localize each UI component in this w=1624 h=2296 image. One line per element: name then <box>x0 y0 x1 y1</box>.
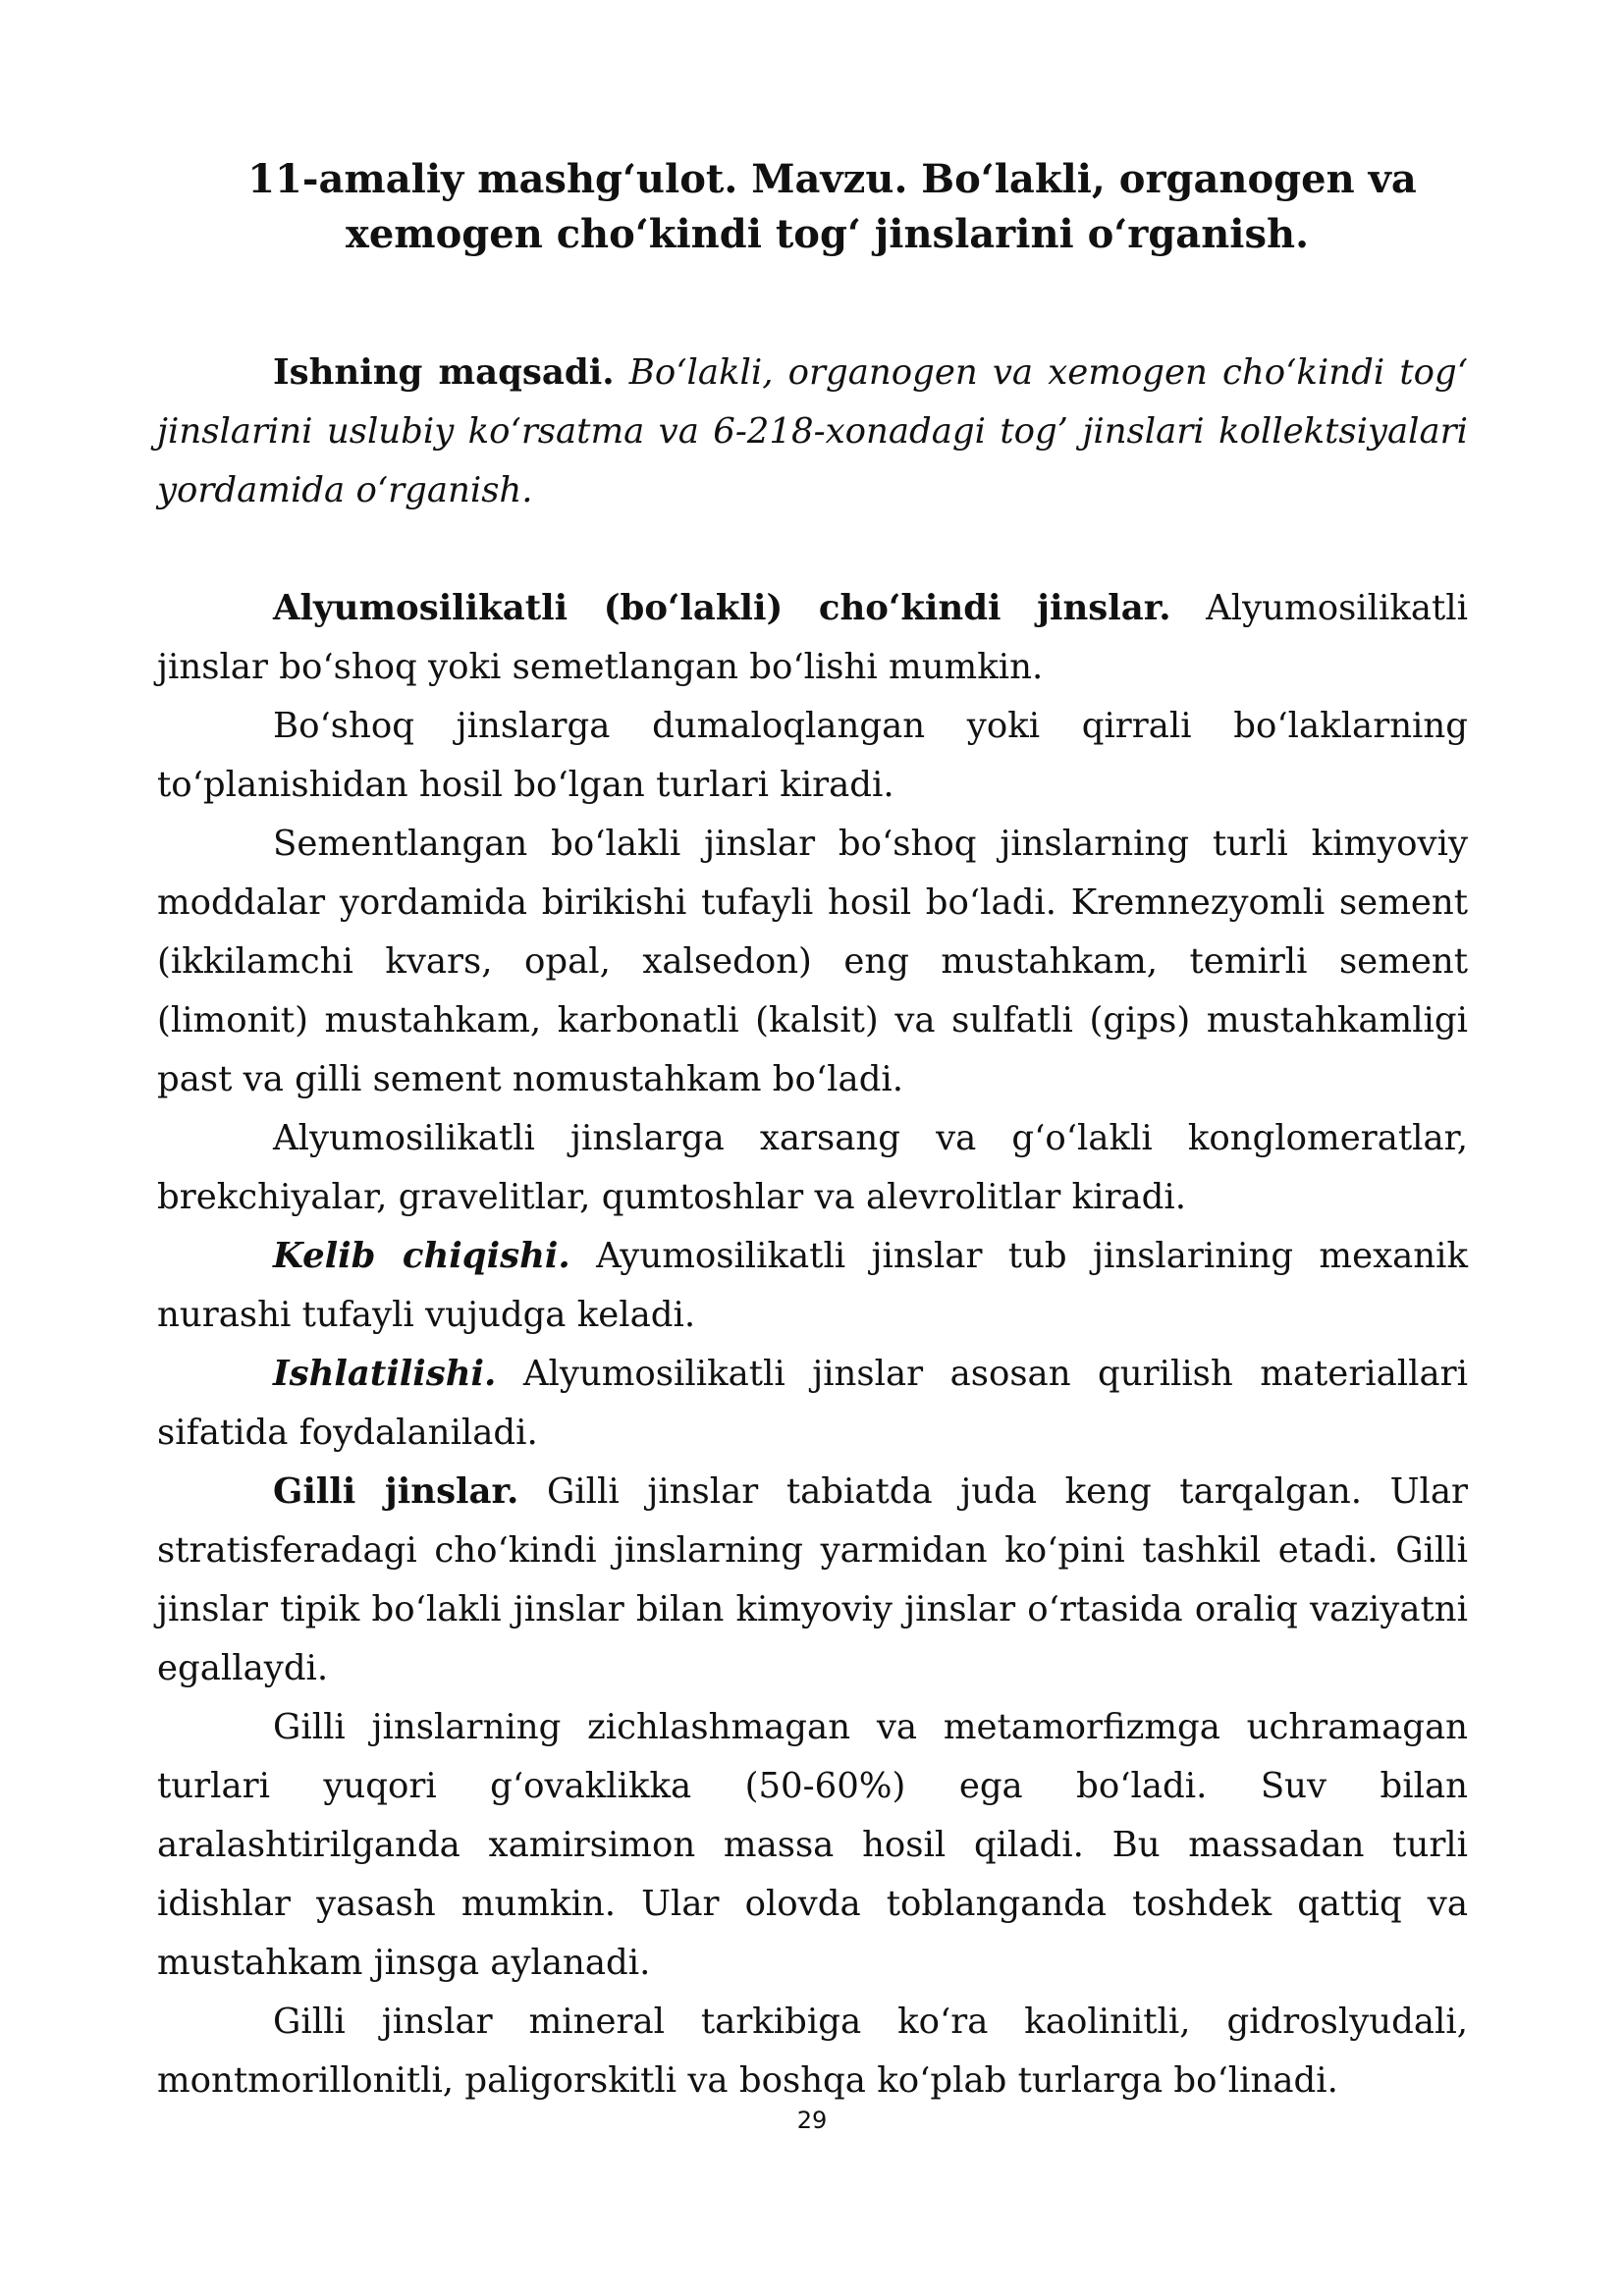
aluminosilicate-paragraph <box>157 579 1468 697</box>
document-body <box>157 344 1468 2110</box>
clay-rocks-heading: Gilli jinslar. <box>273 1471 519 1512</box>
usage-text: Alyumosilikatli jinslar asosan qurilish materiallari sifatida foydalaniladi. <box>157 1354 1468 1453</box>
purpose-label: Ishning maqsadi. <box>273 352 615 393</box>
origin-label: Kelib chiqishi. <box>273 1236 570 1276</box>
clay-porosity-paragraph: Gilli jinslarning zichlashmagan va metamorfizmga uchramagan turlari yuqori g‘ovaklikka (50-60%) ega bo‘ladi. Suv bilan aralashtirilganda xamirsimon massa hosil qiladi. Bu massadan turli idishlar yasash mumkin. Ular olovda toblanganda toshdek qattiq va mustahkam jinsga aylanadi. <box>157 1707 1468 1983</box>
origin-text: Ayumosilikatli jinslar tub jinslarining mexanik nurashi tufayli vujudga keladi. <box>157 1236 1468 1335</box>
aluminosilicate-types-paragraph: Alyumosilikatli jinslarga xarsang va g‘o‘lakli konglomeratlar, brekchiyalar, gravelitlar, qumtoshlar va alevrolitlar kiradi. <box>157 1118 1468 1217</box>
title-line-2: xemogen cho‘kindi tog‘ jinslarini o‘rganish. <box>345 211 1310 257</box>
clay-types-paragraph: Gilli jinslar mineral tarkibiga ko‘ra kaolinitli, gidroslyudali, montmorillonitli, paligorskitli va boshqa ko‘plab turlarga bo‘linadi. <box>157 2002 1468 2101</box>
loose-rocks-paragraph: Bo‘shoq jinslarga dumaloqlangan yoki qirrali bo‘laklarning to‘planishidan hosil bo‘lgan turlari kiradi. <box>157 706 1468 805</box>
page-title <box>157 152 1468 262</box>
clay-rocks-paragraph <box>157 1463 1468 1698</box>
purpose-text: Bo‘lakli, organogen va xemogen cho‘kindi tog‘ jinslarini uslubiy ko‘rsatma va 6-218-xonadagi tog’ jinslari kollektsiyalari yordamida o‘rganish. <box>157 352 1469 510</box>
title-line-1: 11-amaliy mashg‘ulot. Mavzu. Bo‘lakli, organogen va <box>247 156 1417 202</box>
clay-rocks-text: Gilli jinslar tabiatda juda keng tarqalgan. Ular stratisferadagi cho‘kindi jinslarning yarmidan ko‘pini tashkil etadi. Gilli jinslar tipik bo‘lakli jinslar bilan kimyoviy jinslar o‘rtasida oraliq vaziyatni egallaydi. <box>157 1471 1469 1688</box>
origin-paragraph <box>157 1227 1468 1345</box>
purpose-paragraph <box>157 344 1468 520</box>
aluminosilicate-text: Alyumosilikatli jinslar bo‘shoq yoki semetlangan bo‘lishi mumkin. <box>157 588 1468 687</box>
usage-paragraph <box>157 1345 1468 1463</box>
usage-label: Ishlatilishi. <box>273 1354 497 1394</box>
page-number: 29 <box>796 2107 828 2134</box>
cemented-rocks-paragraph: Sementlangan bo‘lakli jinslar bo‘shoq jinslarning turli kimyoviy moddalar yordamida birikishi tufayli hosil bo‘ladi. Kremnezyomli sement (ikkilamchi kvars, opal, xalsedon) eng mustahkam, temirli sement (limonit) mustahkam, karbonatli (kalsit) va sulfatli (gips) mustahkamligi past va gilli sement nomustahkam bo‘ladi. <box>157 824 1468 1099</box>
aluminosilicate-heading: Alyumosilikatli (bo‘lakli) cho‘kindi jinslar. <box>273 588 1171 628</box>
